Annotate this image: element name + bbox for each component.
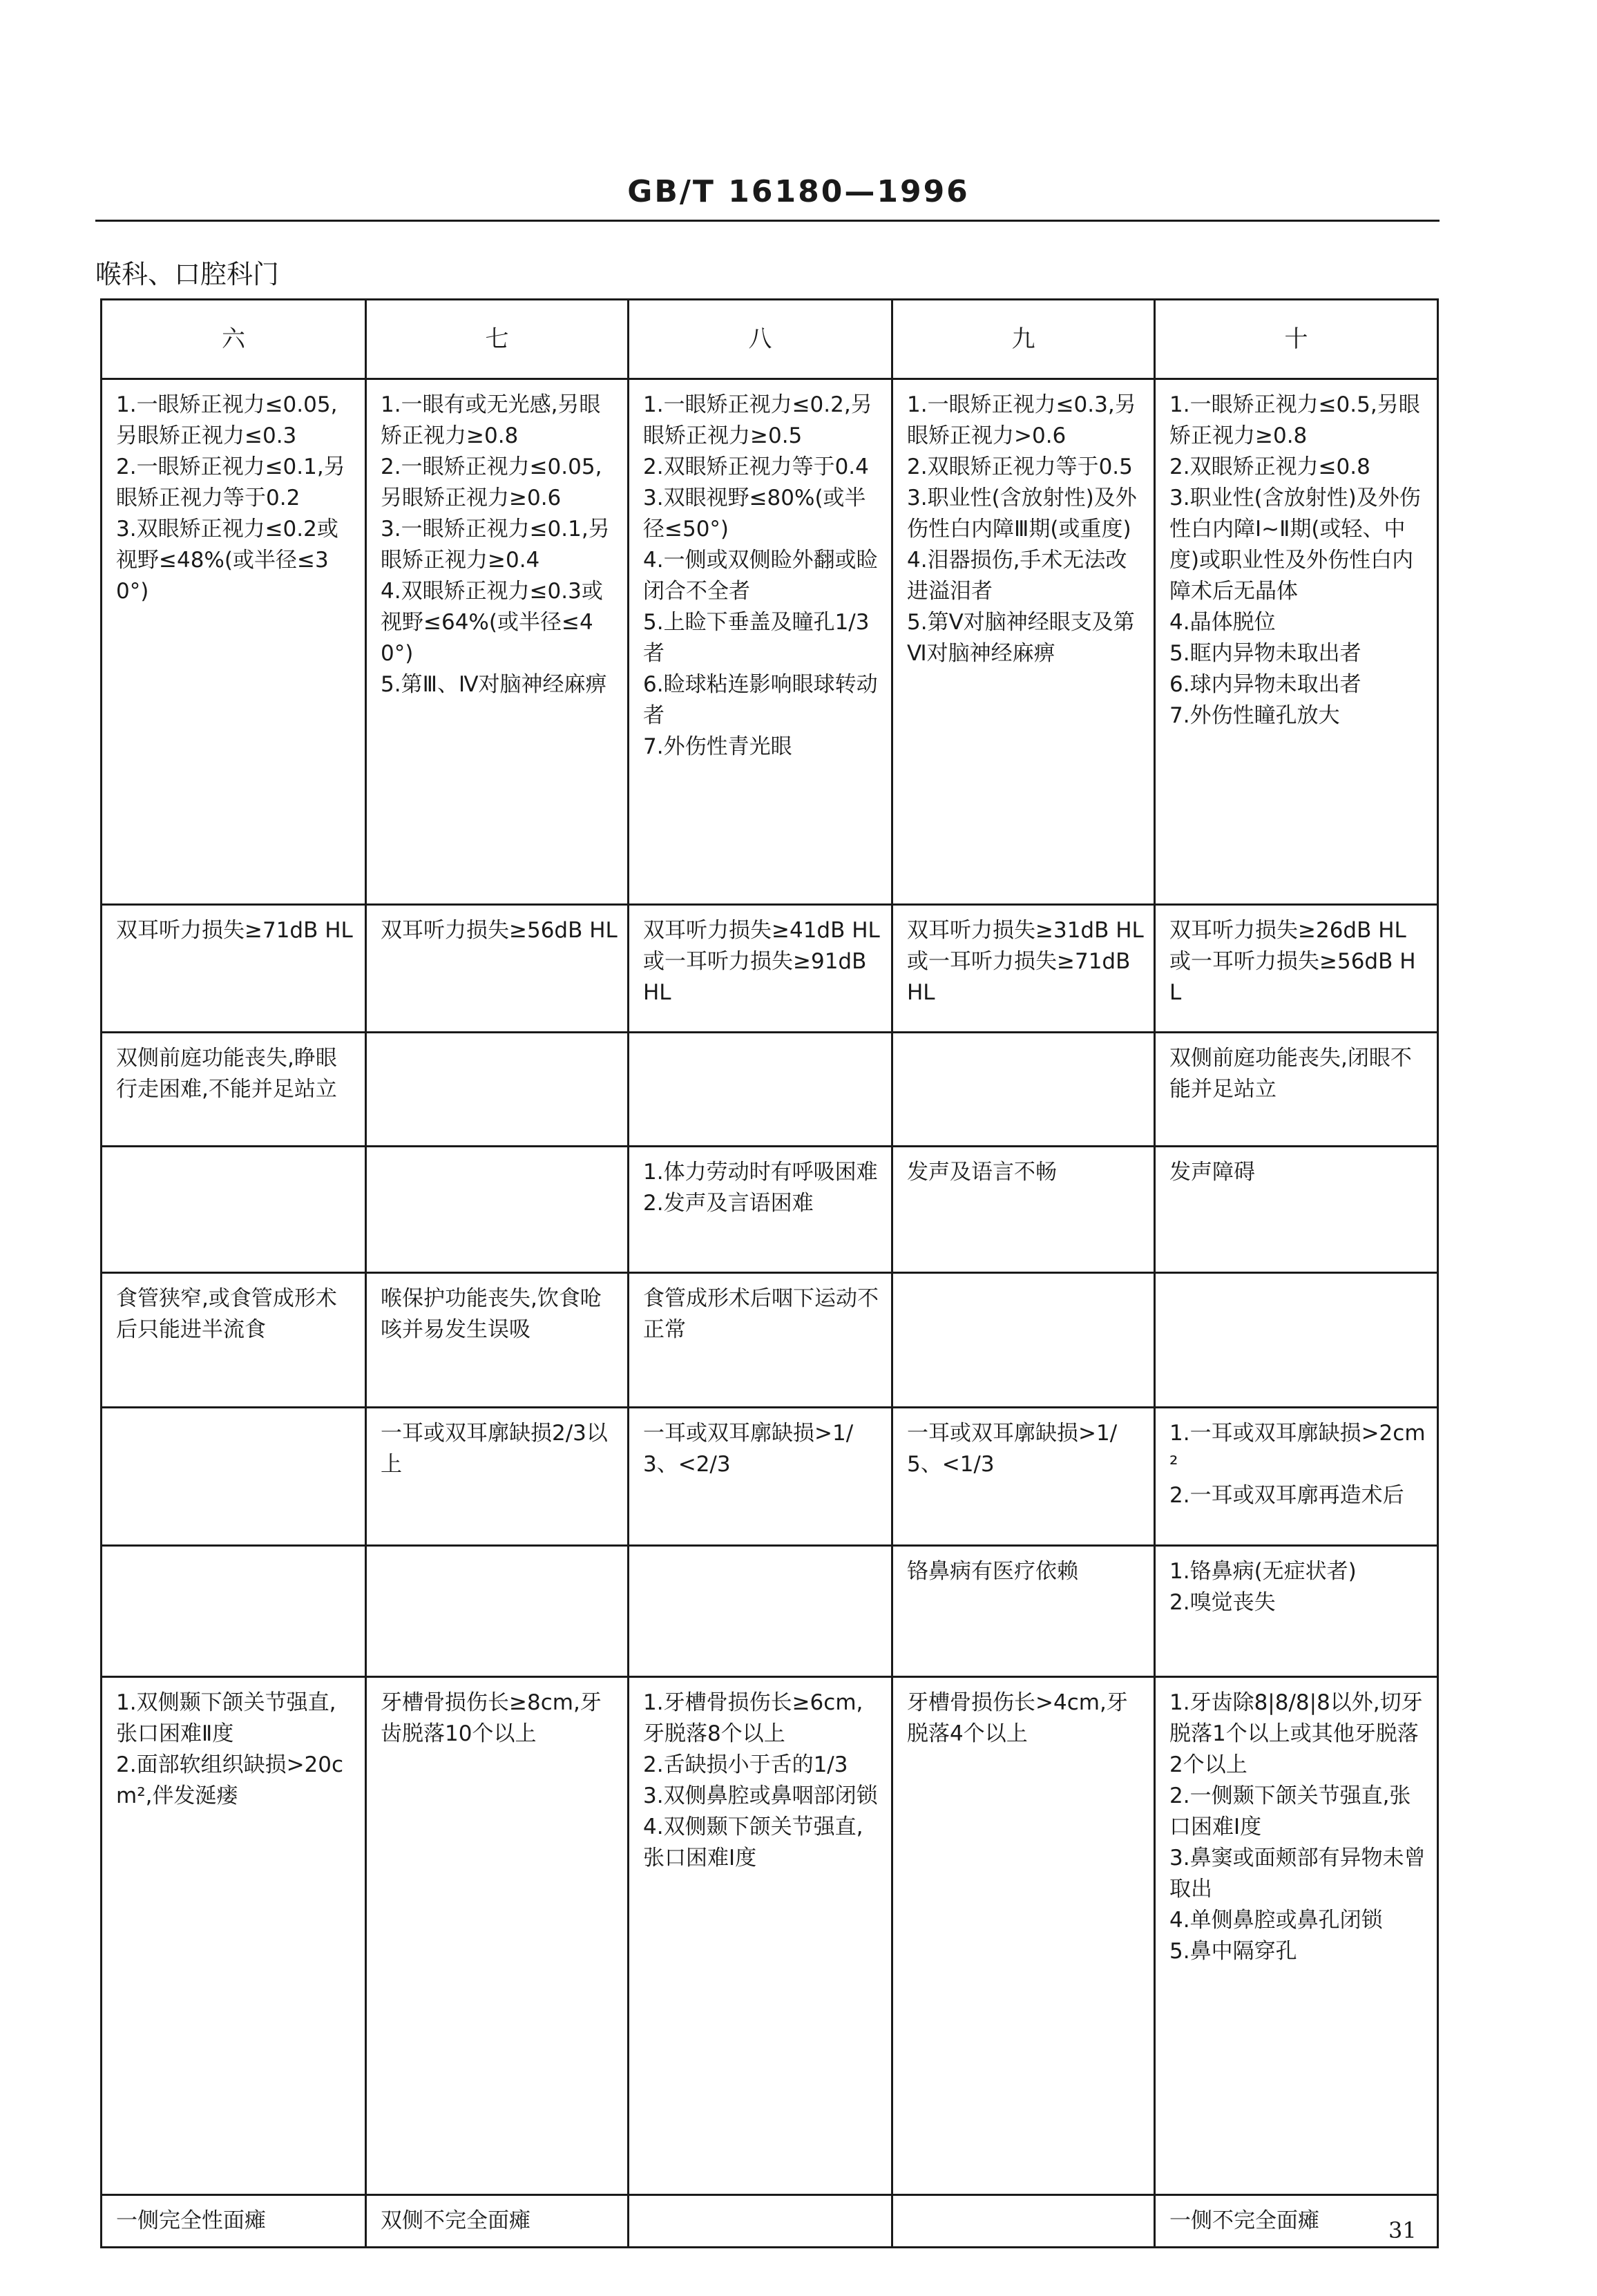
table-cell — [629, 1677, 892, 2195]
cell-text: 4.双侧颞下颌关节强直,张口困难Ⅰ度 — [643, 1815, 863, 1871]
table-row — [102, 1273, 1438, 1408]
table-cell — [892, 1273, 1155, 1408]
section-title: 喉科、口腔科门 — [95, 259, 280, 289]
table-cell — [1155, 1546, 1438, 1677]
table-cell — [629, 1546, 892, 1677]
cell-text: 食管狭窄,或食管成形术后只能进半流食 — [116, 1286, 337, 1342]
table-cell — [629, 2195, 892, 2248]
cell-text: 3.双眼视野≤80%(或半径≤50°) — [643, 486, 866, 542]
table-row — [102, 1408, 1438, 1546]
cell-text: 双侧前庭功能丧失,睁眼行走困难,不能并足站立 — [116, 1046, 337, 1102]
cell-text: 3.职业性(含放射性)及外伤性白内障Ⅰ~Ⅱ期(或轻、中度)或职业性及外伤性白内障术后无晶体 — [1169, 486, 1421, 604]
table-cell — [366, 1147, 629, 1273]
cell-text: 牙槽骨损伤长>4cm,牙脱落4个以上 — [907, 1690, 1128, 1746]
cell-text: 2.一眼矫正视力≤0.05,另眼矫正视力≥0.6 — [381, 455, 602, 510]
cell-text: 1.体力劳动时有呼吸困难 — [643, 1160, 878, 1185]
table-cell — [892, 1677, 1155, 2195]
table-cell — [892, 379, 1155, 905]
cell-text: 1.一眼矫正视力≤0.5,另眼矫正视力≥0.8 — [1169, 392, 1420, 448]
cell-text: 双耳听力损失≥71dB HL — [116, 918, 353, 943]
cell-text: 4.双眼矫正视力≤0.3或视野≤64%(或半径≤40°) — [381, 579, 603, 666]
table-cell — [1155, 905, 1438, 1033]
cell-text: 一侧完全性面瘫 — [116, 2208, 266, 2233]
cell-text: 6.球内异物未取出者 — [1169, 672, 1361, 697]
cell-text: 5.眶内异物未取出者 — [1169, 641, 1361, 666]
table-row — [102, 1033, 1438, 1147]
cell-text: 7.外伤性瞳孔放大 — [1169, 703, 1340, 728]
table-cell — [1155, 1147, 1438, 1273]
table-cell — [102, 1147, 366, 1273]
column-header: 九 — [892, 300, 1155, 379]
table-cell — [629, 1273, 892, 1408]
table-cell — [1155, 379, 1438, 905]
table-cell — [102, 1033, 366, 1147]
header-rule — [95, 220, 1440, 222]
cell-text: 5.第Ⅲ、Ⅳ对脑神经麻痹 — [381, 672, 607, 697]
table-cell — [1155, 1408, 1438, 1546]
cell-text: 1.牙槽骨损伤长≥6cm,牙脱落8个以上 — [643, 1690, 863, 1746]
table-row — [102, 1546, 1438, 1677]
table-cell — [366, 1546, 629, 1677]
cell-text: 双侧不完全面瘫 — [381, 2208, 530, 2233]
cell-text: 2.一侧颞下颌关节强直,张口困难Ⅰ度 — [1169, 1783, 1411, 1839]
table-cell — [629, 1147, 892, 1273]
table-cell — [102, 379, 366, 905]
table-row — [102, 1677, 1438, 2195]
table-cell — [629, 905, 892, 1033]
table-cell — [102, 1408, 366, 1546]
cell-text: 2.一耳或双耳廓再造术后 — [1169, 1483, 1404, 1508]
table-cell — [892, 1408, 1155, 1546]
table-cell — [366, 379, 629, 905]
cell-text: 一侧不完全面瘫 — [1169, 2208, 1319, 2233]
column-header: 七 — [366, 300, 629, 379]
cell-text: 1.一眼矫正视力≤0.05,另眼矫正视力≤0.3 — [116, 392, 338, 448]
column-header: 十 — [1155, 300, 1438, 379]
cell-text: 发声障碍 — [1169, 1160, 1255, 1185]
cell-text: 双侧前庭功能丧失,闭眼不能并足站立 — [1169, 1046, 1412, 1102]
table-cell — [892, 1033, 1155, 1147]
table-cell — [366, 905, 629, 1033]
cell-text: 2.嗅觉丧失 — [1169, 1590, 1276, 1615]
cell-text: 一耳或双耳廓缺损>1/3、<2/3 — [643, 1421, 854, 1477]
document-header: GB/T 16180—1996 — [627, 174, 970, 209]
cell-text: 一耳或双耳廓缺损2/3以上 — [381, 1421, 608, 1477]
table-cell — [629, 379, 892, 905]
table-row — [102, 379, 1438, 905]
cell-text: 1.一耳或双耳廓缺损>2cm² — [1169, 1421, 1426, 1477]
cell-text: 5.第Ⅴ对脑神经眼支及第Ⅵ对脑神经麻痹 — [907, 610, 1135, 666]
cell-text: 2.双眼矫正视力等于0.4 — [643, 455, 869, 479]
table-cell — [102, 2195, 366, 2248]
table-cell — [892, 905, 1155, 1033]
cell-text: 1.一眼矫正视力≤0.2,另眼矫正视力≥0.5 — [643, 392, 872, 448]
cell-text: 4.一侧或双侧睑外翻或睑闭合不全者 — [643, 548, 878, 604]
cell-text: 4.晶体脱位 — [1169, 610, 1276, 635]
cell-text: 双耳听力损失≥41dB HL或一耳听力损失≥91dB HL — [643, 918, 880, 1005]
table-cell — [366, 1033, 629, 1147]
cell-text: 2.舌缺损小于舌的1/3 — [643, 1752, 848, 1777]
table-cell — [366, 1408, 629, 1546]
table-cell — [629, 1033, 892, 1147]
cell-text: 6.睑球粘连影响眼球转动者 — [643, 672, 878, 728]
cell-text: 3.一眼矫正视力≤0.1,另眼矫正视力≥0.4 — [381, 517, 610, 573]
cell-text: 7.外伤性青光眼 — [643, 734, 792, 759]
cell-text: 4.泪器损伤,手术无法改进溢泪者 — [907, 548, 1127, 604]
cell-text: 2.一眼矫正视力≤0.1,另眼矫正视力等于0.2 — [116, 455, 345, 510]
cell-text: 3.鼻窦或面颊部有异物未曾取出 — [1169, 1846, 1426, 1902]
cell-text: 1.铬鼻病(无症状者) — [1169, 1559, 1357, 1584]
table-cell — [892, 1546, 1155, 1677]
cell-text: 2.面部软组织缺损>20cm²,伴发涎瘘 — [116, 1752, 344, 1808]
cell-text: 发声及语言不畅 — [907, 1160, 1057, 1185]
table-cell — [629, 1408, 892, 1546]
cell-text: 2.双眼矫正视力≤0.8 — [1169, 455, 1370, 479]
table-header-row — [102, 300, 1438, 379]
cell-text: 2.双眼矫正视力等于0.5 — [907, 455, 1133, 479]
table-row — [102, 905, 1438, 1033]
table-row — [102, 1147, 1438, 1273]
cell-text: 1.牙齿除8|8/8|8以外,切牙脱落1个以上或其他牙脱落2个以上 — [1169, 1690, 1423, 1777]
cell-text: 牙槽骨损伤长≥8cm,牙齿脱落10个以上 — [381, 1690, 602, 1746]
table-cell — [366, 2195, 629, 2248]
disability-grade-table — [100, 298, 1439, 2248]
cell-text: 5.鼻中隔穿孔 — [1169, 1939, 1297, 1964]
cell-text: 一耳或双耳廓缺损>1/5、<1/3 — [907, 1421, 1118, 1477]
page-number: 31 — [1388, 2217, 1417, 2244]
column-header: 六 — [102, 300, 366, 379]
table-cell — [102, 1273, 366, 1408]
table-row — [102, 2195, 1438, 2248]
cell-text: 食管成形术后咽下运动不正常 — [643, 1286, 879, 1342]
table-cell — [366, 1677, 629, 2195]
cell-text: 3.职业性(含放射性)及外伤性白内障Ⅲ期(或重度) — [907, 486, 1137, 542]
table-cell — [892, 2195, 1155, 2248]
cell-text: 双耳听力损失≥56dB HL — [381, 918, 618, 943]
table-cell — [102, 1677, 366, 2195]
column-header: 八 — [629, 300, 892, 379]
table-cell — [892, 1147, 1155, 1273]
cell-text: 5.上睑下垂盖及瞳孔1/3者 — [643, 610, 870, 666]
cell-text: 3.双侧鼻腔或鼻咽部闭锁 — [643, 1783, 878, 1808]
table-cell — [366, 1273, 629, 1408]
cell-text: 铬鼻病有医疗依赖 — [907, 1559, 1078, 1584]
cell-text: 2.发声及言语困难 — [643, 1191, 814, 1216]
cell-text: 3.双眼矫正视力≤0.2或视野≤48%(或半径≤30°) — [116, 517, 338, 604]
table-cell — [1155, 1033, 1438, 1147]
cell-text: 1.双侧颞下颌关节强直,张口困难Ⅱ度 — [116, 1690, 336, 1746]
cell-text: 1.一眼矫正视力≤0.3,另眼矫正视力>0.6 — [907, 392, 1136, 448]
table-cell — [102, 905, 366, 1033]
table-cell — [102, 1546, 366, 1677]
cell-text: 双耳听力损失≥31dB HL或一耳听力损失≥71dB HL — [907, 918, 1144, 1005]
cell-text: 喉保护功能丧失,饮食呛咳并易发生误吸 — [381, 1286, 602, 1342]
table-cell — [1155, 1273, 1438, 1408]
cell-text: 1.一眼有或无光感,另眼矫正视力≥0.8 — [381, 392, 601, 448]
cell-text: 双耳听力损失≥26dB HL或一耳听力损失≥56dB HL — [1169, 918, 1416, 1005]
table-cell — [1155, 1677, 1438, 2195]
cell-text: 4.单侧鼻腔或鼻孔闭锁 — [1169, 1908, 1383, 1933]
